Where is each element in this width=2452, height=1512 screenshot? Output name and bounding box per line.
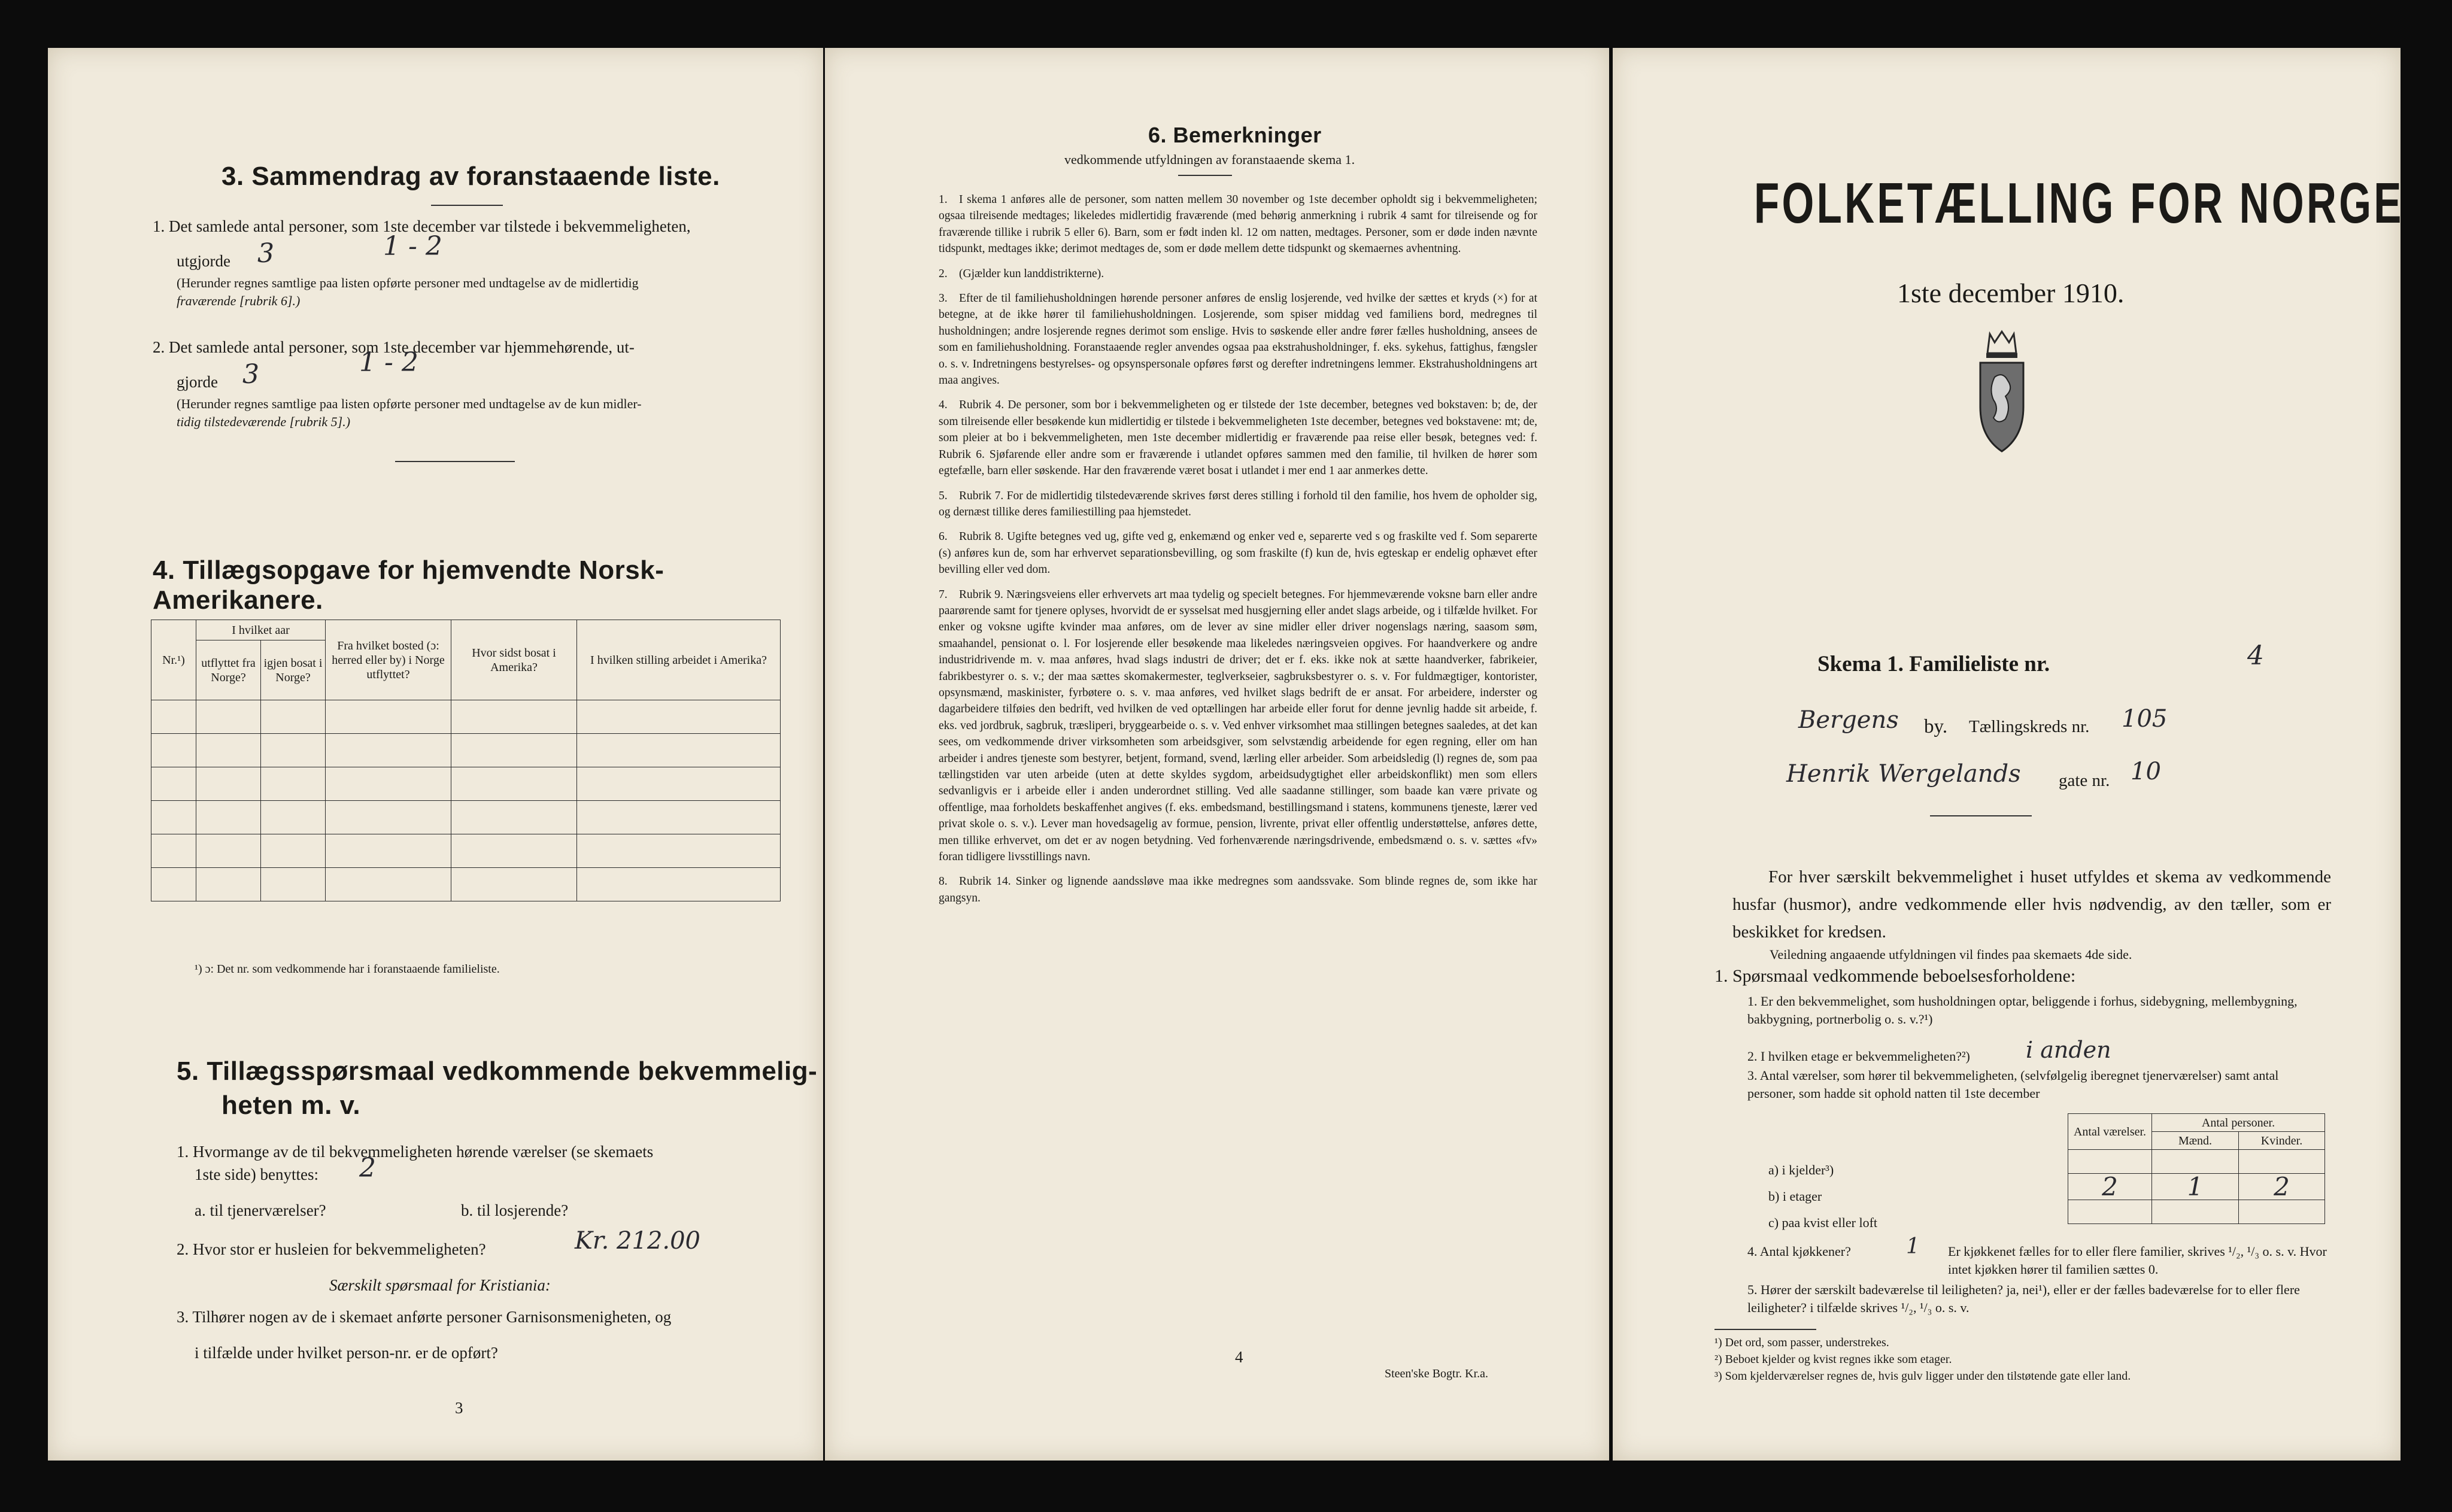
skema-label: Skema 1. Familieliste nr.: [1817, 652, 2050, 676]
row-c-label: c) paa kvist eller loft: [1768, 1215, 1878, 1230]
q1-heading: 1. Spørsmaal vedkommende beboelsesforholdene:: [1714, 966, 2076, 986]
q1-item-2-handwritten: i anden: [2026, 1037, 2111, 1063]
s5-q3-line2: i tilfælde under hvilket person-nr. er de opført?: [195, 1344, 498, 1362]
remark-number: 5.: [939, 489, 948, 502]
col-women: Kvinder.: [2239, 1132, 2325, 1150]
s3-q1-handwritten: 1 - 2: [383, 231, 442, 262]
remarks-list: [939, 192, 1537, 915]
rooms-persons-table: [2068, 1113, 2325, 1224]
col-utflyttet: utflyttet fra Norge?: [196, 640, 261, 700]
city-handwritten: Bergens: [1798, 706, 1899, 734]
remark-number: 6.: [939, 530, 948, 544]
remark-item: [939, 290, 1537, 388]
intro-guide: Veiledning angaaende utfyldningen vil findes paa skemaets 4de side.: [1770, 947, 2132, 962]
remark-number: 1.: [939, 193, 948, 206]
section-5-heading-line2: heten m. v.: [221, 1091, 361, 1120]
s3-q1-text: 1. Det samlede antal personer, som 1ste december var tilstede i bekvemmeligheten,: [153, 217, 691, 235]
remark-text: Rubrik 4. De personer, som bor i bekvemmeligheten og er tilstede der 1ste december, betegnes ved bokstaven: b; de, der som tilreisende eller besøkende kun midlertidig er tilstede i bekvemmeligheten 1ste december, betegnes ved bokstavene: mt; de, som pleier at bo i bekvemmeligheten, men 1ste december midlertidig er fraværende paa reise eller besøk, betegnes ved: f. Rubrik 6. Sjøfarende eller andre som er fraværende i utlandet opføres sammen med den familie, til hvilken de hører som egtefælle, barn eller søskende. Har den fraværende været bosat i utlandet i mer end 1 aar anmerkes dette.: [939, 399, 1537, 478]
table-row: [151, 801, 781, 834]
printer-imprint: Steen'ske Bogtr. Kr.a.: [1385, 1367, 1489, 1380]
remark-number: 7.: [939, 588, 948, 601]
table-row-c: [2068, 1200, 2325, 1224]
col-bosted: Fra hvilket bosted (ɔ: herred eller by) i Norge utflyttet?: [326, 620, 451, 700]
norsk-amerikanere-table: [151, 620, 781, 901]
remark-number: 2.: [939, 267, 948, 280]
divider: [1178, 175, 1232, 176]
s4-footnote: ¹) ɔ: Det nr. som vedkommende har i foranstaaende familieliste.: [195, 963, 500, 976]
row-b-men: 1: [2152, 1174, 2239, 1200]
footnote-3: ³) Som kjelderværelser regnes de, hvis gulv ligger under den tilstøtende gate eller land.: [1714, 1370, 2131, 1383]
remarks-heading: 6. Bemerkninger: [1148, 123, 1322, 147]
remark-text: I skema 1 anføres alle de personer, som natten mellem 30 november og 1ste december opholdt sig i bekvemmeligheten; ogsaa tilreisende medtages; likeledes midlertidig fraværende (med behørig anmerkning i rubrik 4 samt for tilreisende og for fraværende tillike i rubrik 5 eller 6). Barn, som er født inden kl. 12 om natten, medtages. Personer, som er døde inden nævnte tidspunkt, medtages ikke; derimot medtages de, som er døde mellem dette tidspunkt og skemaernes avhentning.: [939, 193, 1537, 256]
row-b-rooms: 2: [2068, 1174, 2152, 1200]
section-3-heading: 3. Sammendrag av foranstaaende liste.: [221, 162, 720, 191]
table-row-a: [2068, 1150, 2325, 1174]
table-row: [151, 834, 781, 868]
divider: [1714, 1329, 1816, 1330]
col-stilling: I hvilken stilling arbeidet i Amerika?: [577, 620, 781, 700]
s5-q1-a: a. til tjenerværelser?: [195, 1201, 326, 1219]
page-number: 3: [455, 1399, 463, 1417]
remark-number: 3.: [939, 292, 948, 305]
s5-q3-line1: 3. Tilhører nogen av de i skemaet anførte personer Garnisonsmenigheten, og: [177, 1308, 672, 1326]
remark-text: Rubrik 7. For de midlertidig tilstedeværende skrives først deres stilling i forhold til den familie, hos hvem de opholder sig, og dernæst tillike deres familiestilling paa hjemstedet.: [939, 489, 1537, 518]
remark-item: [939, 529, 1537, 578]
s3-q2-handwritten: 1 - 2: [359, 347, 418, 378]
q1-item-4-rest: Er kjøkkenet fælles for to eller flere familier, skrives ¹/₂, ¹/₃ o. s. v. Hvor intet kjøkken hører til familien sættes 0.: [1948, 1244, 2327, 1277]
remark-text: Rubrik 9. Næringsveiens eller erhvervets art maa tydelig og specielt betegnes. For hjemmeværende voksne barn eller andre paarørende samt for tjenere oplyses, hvorvidt de er sysselsat med husgjerning eller andet slags arbeide, og i tilfælde hvilket. For enker og voksne ugifte kvinder maa anføres, om de lever av sine midler eller driver nogenslags næring, saasom søm, smaahandel, pensionat o. l. For losjerende eller besøkende maa likeledes næringsveien opgives. For haandverkere og andre industridrivende m. v. maa anføres, hvad slags industri de driver; det er f. eks. ikke nok at sætte haandverker, fabrikeier, fabrikbestyrer o. s. v.; der maa sættes skomakermester, teglverkseier, sagbruksbestyrer o. s. v. For fuldmægtiger, kontorister, opsynsmænd, maskinister, fyrbøtere o. s. v. maa anføres, ved hvilket slags bedrift de er ansat. For arbeidere, inderster og dagarbeidere tilføies den bedrift, ved hvilken de ved optællingen har arbeide eller forut for denne jevnlig hadde sit arbeide, f. eks. ved jordbruk, sagbruk, træsliperi, bryggearbeide o. s. v. Ved enhver virksomhet maa stillingen betegnes saaledes, at det kan sees, om vedkommende driver virksomheten som arbeidsgiver, som selvstændig arbeidende for egen regning, eller om han arbeider i andres tjeneste som bestyrer, betjent, formand, svend, lærling eller arbeider. Som arbeidsledig (l) regnes de, som paa tællingstiden var uten arbeide (uten at dette skyldes sygdom, arbeidsudygtighet eller arbeidskonflikt) men som ellers sedvanligvis er i arbeide eller i anden underordnet stilling. Ved alle saadanne stillinger, som baade kan være private og offentlige, maa forholdets beskaffenhet angives (f. eks. embedsmand, bestillingsmand i statens, kommunens tjeneste, lærer ved privat skole o. s. v.). Lever man hovedsagelig av formue, pension, livrente, privat eller offentlig understøttelse, anføres dette, men tillike erhvervet, om det er av nogen betydning. Ved forhenværende næringsdrivende, embedsmænd o. s. v. sættes «fv» foran tidligere livsstillings navn.: [939, 588, 1537, 864]
remark-item: [939, 873, 1537, 906]
city-suffix: by.: [1924, 716, 1948, 737]
col-sidst: Hvor sidst bosat i Amerika?: [451, 620, 577, 700]
norwegian-lion-coat-of-arms-icon: [1972, 329, 2032, 455]
footnote-1: ¹) Det ord, som passer, understrekes.: [1714, 1336, 1889, 1349]
s5-q1-line2: 1ste side) benyttes:: [195, 1165, 318, 1183]
skema-number-handwritten: 4: [2247, 640, 2264, 671]
street-handwritten: Henrik Wergelands: [1786, 760, 2021, 788]
col-nr: Nr.¹): [151, 620, 196, 700]
district-label: Tællingskreds nr.: [1969, 717, 2090, 736]
s5-q1-b: b. til losjerende?: [461, 1201, 569, 1219]
remark-text: Efter de til familiehusholdningen hørende personer anføres de enslig losjerende, ved hvilke der sættes et kryds (×) for at betegne, at de ikke hører til familiehusholdningen. Losjerende, som spiser middag ved familiens bord, medregnes til husholdningen; andre losjerende regnes derimot som enslige. Hvis to søskende eller andre fører fælles husholdning, ansees de som en familiehusholdning. Foranstaaende regler anvendes ogsaa paa ekstrahusholdninger, f. eks. sykehus, fattighus, fængsler o. s. v. Indretningens bestyrelses- og opsynspersonale opføres først og derefter indretningens lemmer. Ekstrahusholdningens art maa angives.: [939, 292, 1537, 387]
page-number: 4: [1235, 1348, 1243, 1366]
footnote-2: ²) Beboet kjelder og kvist regnes ikke som etager.: [1714, 1353, 1952, 1366]
col-rooms: Antal værelser.: [2068, 1114, 2152, 1150]
district-handwritten: 105: [2122, 705, 2168, 733]
col-group-header: I hvilket aar: [196, 620, 326, 640]
s3-q2-lead: gjorde: [177, 373, 218, 391]
remark-item: [939, 488, 1537, 521]
table-row: [151, 767, 781, 801]
remark-item: [939, 266, 1537, 282]
remark-text: (Gjælder kun landdistrikterne).: [959, 267, 1104, 280]
s5-q2: 2. Hvor stor er husleien for bekvemmeligheten?: [177, 1240, 486, 1258]
page-left: [48, 48, 823, 1461]
col-men: Mænd.: [2152, 1132, 2239, 1150]
street-label: gate nr.: [2059, 771, 2110, 790]
divider: [431, 205, 503, 206]
s3-q2-value: 3: [242, 359, 259, 390]
q1-item-4-handwritten: 1: [1906, 1234, 1920, 1259]
s3-q1-note: (Herunder regnes samtlige paa listen opførte personer med undtagelse av de midlertidig fraværende [rubrik 6].): [177, 275, 639, 308]
col-persons: Antal personer.: [2152, 1114, 2325, 1132]
s3-q2-text: 2. Det samlede antal personer, som 1ste december var hjemmehørende, ut-: [153, 338, 635, 356]
section-4-heading: 4. Tillægsopgave for hjemvendte Norsk-Amerikanere.: [153, 555, 664, 615]
q1-item-4: 4. Antal kjøkkener?: [1747, 1244, 1851, 1259]
s5-special: Særskilt spørsmaal for Kristiania:: [329, 1276, 551, 1294]
remark-item: [939, 192, 1537, 257]
s5-q2-handwritten: Kr. 212.00: [575, 1227, 700, 1255]
col-igjen: igjen bosat i Norge?: [261, 640, 326, 700]
row-b-women: 2: [2239, 1174, 2325, 1200]
s5-q1-line1: 1. Hvormange av de til bekvemmeligheten hørende værelser (se skemaets: [177, 1143, 654, 1161]
remark-text: Rubrik 14. Sinker og lignende aandssløve maa ikke medregnes som aandssvake. Som blinde regnes de, som ikke har gangsyn.: [939, 875, 1537, 904]
q1-item-2: 2. I hvilken etage er bekvemmeligheten?²): [1747, 1049, 1970, 1064]
s3-q2-note: (Herunder regnes samtlige paa listen opførte personer med undtagelse av de kun midler- tidig tilstedeværende [rubrik 5].): [177, 396, 642, 429]
s5-q1-handwritten: 2: [359, 1153, 376, 1183]
intro-text: For hver særskilt bekvemmelighet i huset utfyldes et skema av vedkommende husfar (husmor), andre vedkommende eller hvis nødvendig, av den tæller, som er beskikket for kredsen.: [1732, 867, 2331, 942]
table-row: [151, 868, 781, 901]
remark-number: 4.: [939, 399, 948, 412]
remark-item: [939, 397, 1537, 479]
row-a-label: a) i kjelder³): [1768, 1162, 1834, 1177]
street-number-handwritten: 10: [2131, 758, 2161, 785]
q1-item-1: 1. Er den bekvemmelighet, som husholdningen optar, beliggende i forhus, sidebygning, mellembygning, bakbygning, portnerbolig o. s. v.?¹): [1747, 994, 2298, 1027]
divider: [395, 461, 515, 462]
row-b-label: b) i etager: [1768, 1189, 1822, 1204]
s3-q1-value: 3: [257, 238, 274, 269]
q1-item-3: 3. Antal værelser, som hører til bekvemmeligheten, (selvfølgelig iberegnet tjenerværelser) samt antal personer, som hadde sit ophold natten til 1ste december: [1747, 1068, 2279, 1101]
section-5-heading-line1: 5. Tillægsspørsmaal vedkommende bekvemmelig-: [177, 1056, 818, 1086]
remarks-subheading: vedkommende utfyldningen av foranstaaende skema 1.: [1064, 152, 1355, 167]
table-row: [151, 700, 781, 734]
remark-number: 8.: [939, 875, 948, 888]
table-row-b: [2068, 1174, 2325, 1200]
divider: [1930, 815, 2032, 816]
page-middle: [825, 48, 1609, 1461]
remark-text: Rubrik 8. Ugifte betegnes ved ug, gifte ved g, enkemænd og enker ved e, separerte ved s og fraskilte ved f. Som separerte (s) anføres kun de, som har erhvervet separationsbevilling, og som fraskilte (f) kun de, hvis egteskap er endelig ophævet efter bevilling eller ved dom.: [939, 530, 1537, 576]
page-right: [1613, 48, 2404, 1461]
s3-q1-lead: utgjorde: [177, 252, 230, 270]
q1-item-5: 5. Hører der særskilt badeværelse til leiligheten? ja, nei¹), eller er der fælles badeværelse for to eller flere leiligheter? i tilfælde skrives ¹/₂, ¹/₃ o. s. v.: [1747, 1282, 2300, 1315]
table-row: [151, 734, 781, 767]
form-title: FOLKETÆLLING FOR NORGE: [1754, 171, 2404, 235]
remark-item: [939, 587, 1537, 866]
form-date: 1ste december 1910.: [1897, 278, 2125, 308]
